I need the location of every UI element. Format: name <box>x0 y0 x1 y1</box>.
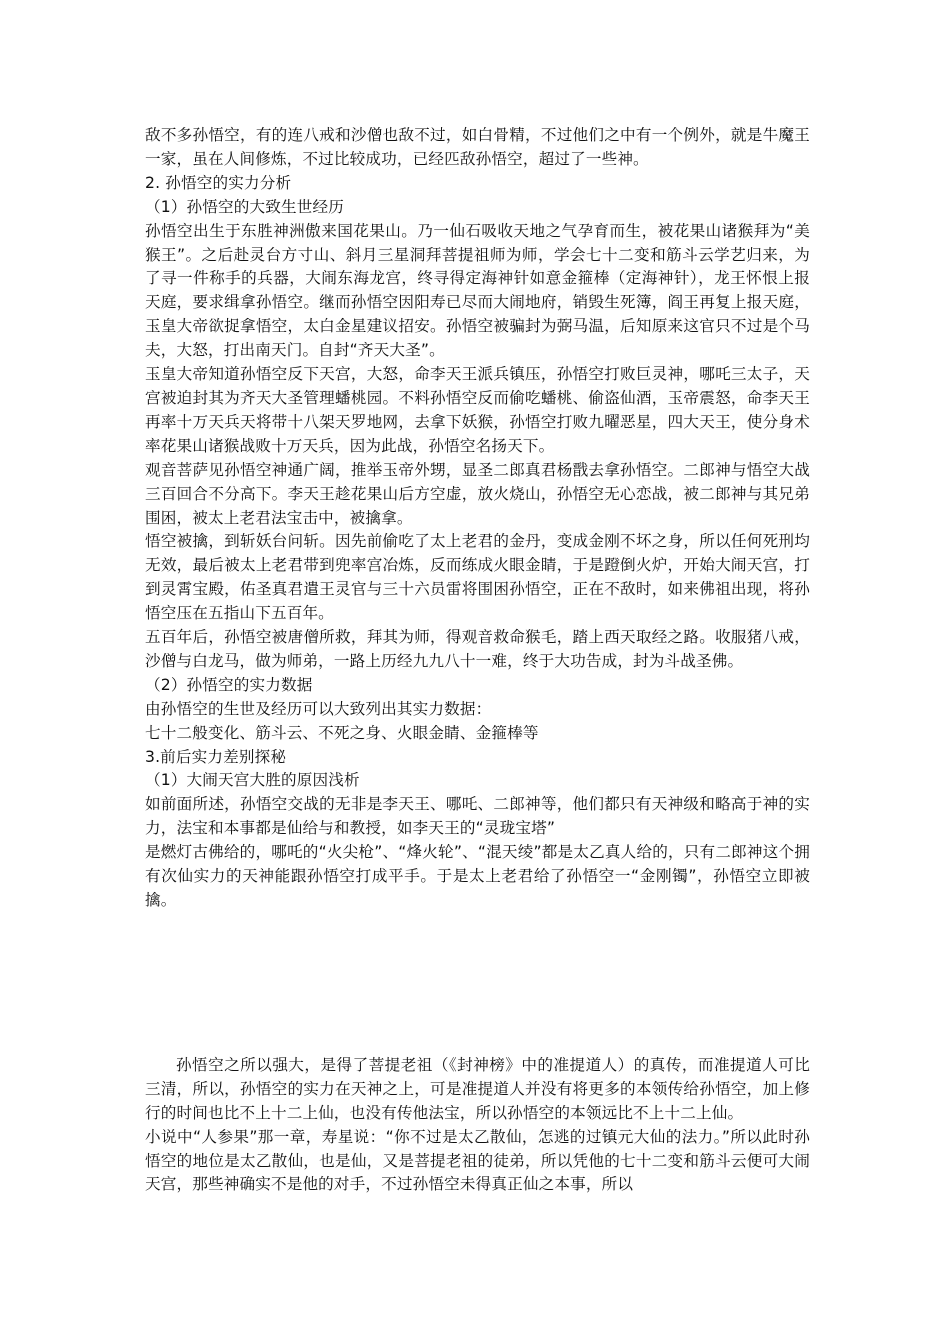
paragraph-birth-and-training: 孙悟空出生于东胜神洲傲来国花果山。乃一仙石吸收天地之气孕育而生，被花果山诸猴拜为“美猴王”。之后赴灵台方寸山、斜月三星洞拜菩提祖师为师，学会七十二变和筋斗云学艺归来，为了寻一件称手的兵器，大闹东海龙宫，终寻得定海神针如意金箍棒（定海神针），龙王怀恨上报天庭，要求缉拿孙悟空。继而孙悟空因阳寿已尽而大闹地府，销毁生死簿，阎王再复上报天庭，玉皇大帝欲捉拿悟空，太白金星建议招安。孙悟空被骗封为弼马温，后知原来这官只不过是个马夫，大怒，打出南天门。自封“齐天大圣”。 <box>145 221 810 360</box>
subheading-life-story: （1）孙悟空的大致生世经历 <box>145 197 344 216</box>
document-page <box>145 124 810 1197</box>
paragraph-ginseng-chapter: 小说中“人参果”那一章，寿星说：“你不过是太乙散仙，怎逃的过镇元大仙的法力。”所以此时孙悟空的地位是太乙散仙，也是仙，又是菩提老祖的徒弟，所以凭他的七十二变和筋斗云便可大闹天宫，那些神确实不是他的对手，不过孙悟空未得真正仙之本事，所以 <box>145 1127 810 1194</box>
paragraph-opponents: 如前面所述，孙悟空交战的无非是李天王、哪吒、二郎神等，他们都只有天神级和略高于神的实力，法宝和本事都是仙给与和教授，如李天王的“灵珑宝塔” <box>145 795 810 838</box>
paragraph-journey-west: 五百年后，孙悟空被唐僧所救，拜其为师，得观音救命猴毛，踏上西天取经之路。收服猪八戒，沙僧与白龙马，做为师弟，一路上历经九九八十一难，终于大功告成，封为斗战圣佛。 <box>145 628 810 670</box>
subheading-victory-reasons: （1）大闹天宫大胜的原因浅析 <box>145 771 360 790</box>
heading-section-2: 2. 孙悟空的实力分析 <box>145 173 292 192</box>
paragraph-heaven-rebellion: 玉皇大帝知道孙悟空反下天宫，大怒，命李天王派兵镇压，孙悟空打败巨灵神，哪吒三太子，天宫被迫封其为齐天大圣管理蟠桃园。不料孙悟空反而偷吃蟠桃、偷盗仙酒，玉帝震怒，命李天王再率十万天兵天将带十八架天罗地网，去拿下妖猴，孙悟空打败九曜恶星，四大天王，使分身术率花果山诸猴战败十万天兵，因为此战，孙悟空名扬天下。 <box>145 365 810 455</box>
heading-section-3: 3.前后实力差别探秘 <box>145 747 287 766</box>
paragraph-power-data-intro: 由孙悟空的生世及经历可以大致列出其实力数据： <box>145 699 492 718</box>
paragraph-treasures: 是燃灯古佛给的，哪吒的“火尖枪”、“烽火轮”、“混天绫”都是太乙真人给的，只有二郎神这个拥有次仙实力的天神能跟孙悟空打成平手。于是太上老君给了孙悟空一“金刚镯”，孙悟空立即被擒。 <box>145 843 810 909</box>
paragraph-enemies-intro: 敌不多孙悟空，有的连八戒和沙僧也敌不过，如白骨精，不过他们之中有一个例外，就是牛魔王一家，虽在人间修炼，不过比较成功，已经匹敌孙悟空，超过了一些神。 <box>145 126 810 168</box>
subheading-power-data: （2）孙悟空的实力数据 <box>145 675 313 694</box>
paragraph-execution-and-imprisonment: 悟空被擒，到斩妖台问斩。因先前偷吃了太上老君的金丹，变成金刚不坏之身，所以任何死刑均无效，最后被太上老君带到兜率宫冶炼，反而练成火眼金睛，于是蹬倒火炉，开始大闹天宫，打到灵霄宝殿，佑圣真君遣王灵官与三十六员雷将围困孙悟空，正在不敌时，如来佛祖出现，将孙悟空压在五指山下五百年。 <box>145 532 810 623</box>
blank-space <box>145 913 810 1054</box>
paragraph-erlang-battle: 观音菩萨见孙悟空神通广阔，推举玉帝外甥，显圣二郎真君杨戬去拿孙悟空。二郎神与悟空大战三百回合不分高下。李天王趁花果山后方空虚，放火烧山，孙悟空无心恋战，被二郎神与其兄弟围困，被太上老君法宝击中，被擒拿。 <box>145 460 810 527</box>
paragraph-power-list: 七十二般变化、筋斗云、不死之身、火眼金睛、金箍棒等 <box>145 723 539 742</box>
paragraph-bodhi-teaching: 孙悟空之所以强大，是得了菩提老祖（《封神榜》中的准提道人）的真传，而准提道人可比三清，所以，孙悟空的实力在天神之上，可是准提道人并没有将更多的本领传给孙悟空，加上修行的时间也比不上十二上仙，也没有传他法宝，所以孙悟空的本领远比不上十二上仙。 <box>145 1055 810 1122</box>
